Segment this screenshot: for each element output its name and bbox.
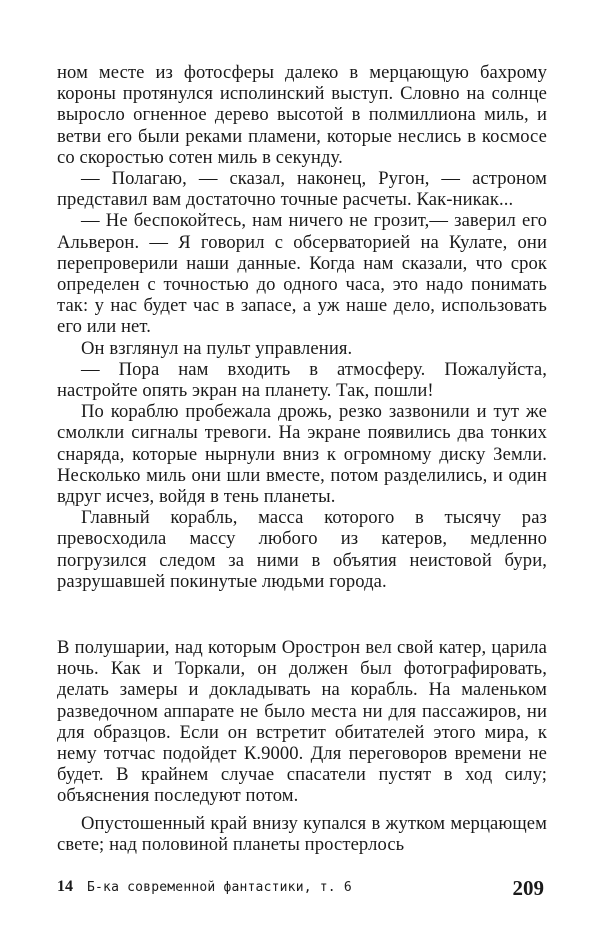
signature-text: Б-ка современной фантастики, т. 6 [87, 880, 352, 895]
paragraph-ship-tremor: По кораблю пробежала дрожь, резко зазвонили и тут же смолкли сигналы тревоги. На экране появились два тонких снаряда, которые нырнули вниз к огромному диску Земли. Несколько миль они шли вместе, потом разделились, и один вдруг исчез, войдя в тень планеты. [57, 401, 547, 508]
paragraph-control-panel: Он взглянул на пульт управления. [81, 337, 353, 359]
paragraph-atmosphere: — Пора нам входить в атмосферу. Пожалуйста, настройте опять экран на планету. Так, пошли! [57, 358, 547, 402]
paragraph-dialogue-alveron: — Не беспокойтесь, нам ничего не грозит,— заверил его Альверон. — Я говорил с обсерваторией на Кулате, они перепроверили наши данные. Когда нам сказали, что срок определен с точностью до одного часа, это надо понимать так: у нас будет час в запасе, а уж наше дело, использовать его или нет. [57, 210, 547, 338]
paragraph-continuation: ном месте из фотосферы далеко в мерцающую бахрому короны протянулся исполинский выступ. Словно на солнце выросло огненное дерево высотой в полмиллиона миль, и ветви его были реками пламени, которые неслись в космосе со скоростью сотен миль в секунду. [57, 62, 547, 168]
paragraph-main-ship: Главный корабль, масса которого в тысячу раз превосходила массу любого из катеров, медленно погрузился следом за ними в объятия неистовой бури, разрушавшей покинутые людьми города. [57, 507, 547, 592]
paragraph-dialogue-rugon: — Полагаю, — сказал, наконец, Ругон, — астроном представил вам достаточно точные расчеты. Как-никак... [57, 168, 547, 211]
page-footer [57, 873, 547, 903]
paragraph-hemisphere: В полушарии, над которым Орострон вел свой катер, царила ночь. Как и Торкали, он должен был фотографировать, делать замеры и докладывать на корабль. На маленьком разведочном аппарате не было места ни для пассажиров, ни для образцов. Если он встретит обитателей этого мира, к нему тотчас подойдет К.9000. Для переговоров времени не будет. В крайнем случае спасатели пустят в ход силу; объяснения последуют потом. [57, 637, 547, 807]
signature-number: 14 [57, 878, 73, 895]
text-section-1 [57, 62, 547, 592]
paragraph-devastated-land: Опустошенный край внизу купался в жутком мерцающем свете; над половиной планеты простерлось [57, 812, 547, 855]
page-number: 209 [512, 876, 544, 900]
text-section-2 [57, 637, 547, 855]
